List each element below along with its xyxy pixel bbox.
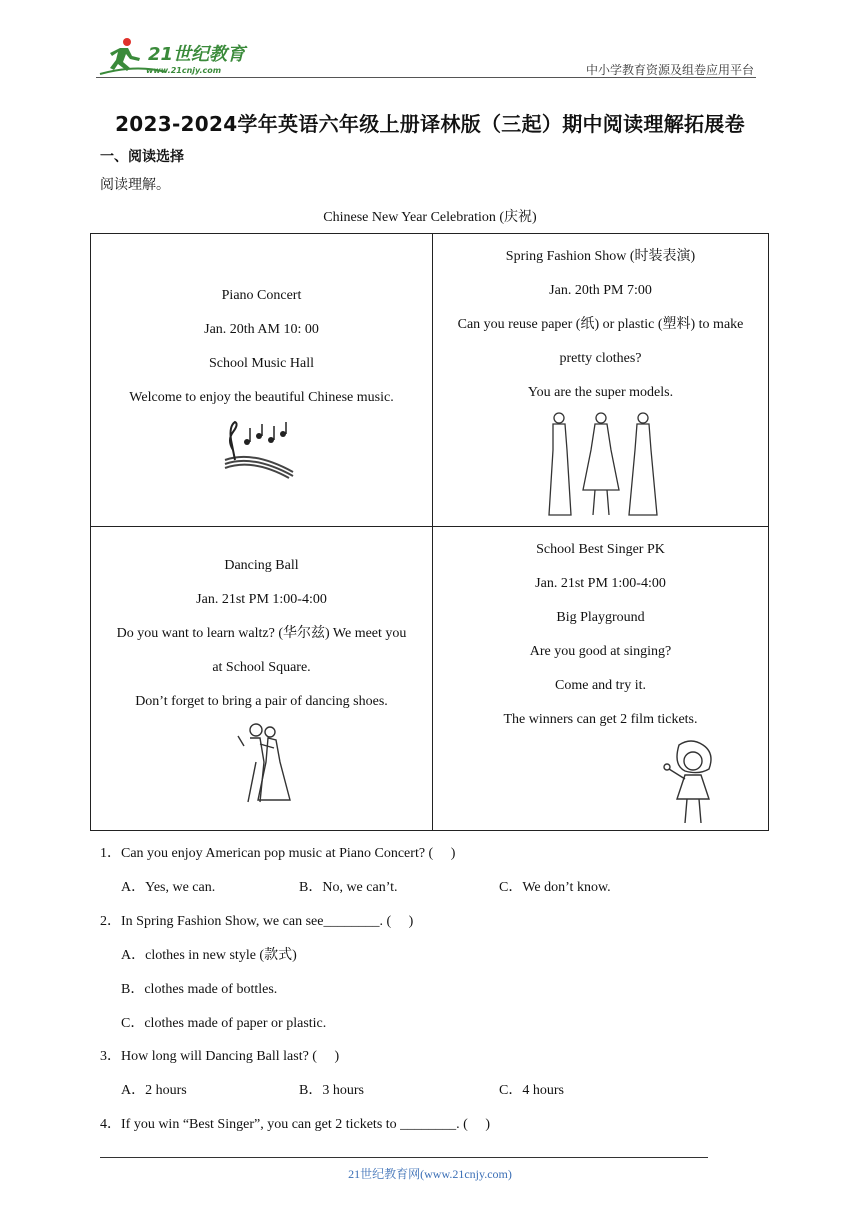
cell-line: Jan. 20th PM 7:00 <box>549 283 652 298</box>
event-cell-dancing-ball <box>91 527 433 830</box>
cell-line: Spring Fashion Show (时装表演) <box>505 249 696 264</box>
instruction-text: 阅读理解。 <box>100 177 170 193</box>
cell-line: Big Playground <box>556 610 645 625</box>
question-2-option-c[interactable]: C．clothes made of paper or plastic. <box>121 1016 327 1031</box>
cell-line: Are you good at singing? <box>529 644 672 659</box>
cell-line: Can you reuse paper (纸) or plastic (塑料) to make <box>457 317 744 332</box>
cell-line: Jan. 21st PM 1:00-4:00 <box>535 576 666 591</box>
section-heading: 一、阅读选择 <box>100 149 184 165</box>
cell-line: You are the super models. <box>527 385 674 400</box>
question-2: 2．In Spring Fashion Show, we can see________. ( ) <box>100 914 414 929</box>
table-title: Chinese New Year Celebration (庆祝) <box>323 210 537 225</box>
logo-url: www.21cnjy.com <box>146 66 222 75</box>
header-platform-text: 中小学教育资源及组卷应用平台 <box>585 63 754 77</box>
cell-line: Jan. 20th AM 10: 00 <box>204 322 319 337</box>
event-table <box>90 233 769 831</box>
question-3-option-c[interactable]: C．4 hours <box>499 1083 564 1098</box>
cell-line: pretty clothes? <box>559 351 642 366</box>
footer-divider <box>100 1157 708 1158</box>
cell-line: School Best Singer PK <box>536 542 665 557</box>
question-2-option-b[interactable]: B．clothes made of bottles. <box>121 982 278 997</box>
singer-icon <box>659 739 723 827</box>
question-2-option-a[interactable]: A．clothes in new style (款式) <box>121 948 297 963</box>
footer-text[interactable]: 21世纪教育网(www.21cnjy.com) <box>348 1167 512 1181</box>
music-notes-icon <box>223 420 295 480</box>
cell-line: Don’t forget to bring a pair of dancing shoes. <box>135 694 388 709</box>
question-3-option-b[interactable]: B．3 hours <box>299 1083 364 1098</box>
cell-line: Jan. 21st PM 1:00-4:00 <box>196 592 327 607</box>
logo-icon <box>96 34 266 78</box>
question-1-option-b[interactable]: B．No, we can’t. <box>299 880 398 895</box>
question-1-option-a[interactable]: A．Yes, we can. <box>121 880 216 895</box>
question-1-option-c[interactable]: C．We don’t know. <box>499 880 611 895</box>
cell-line: School Music Hall <box>209 356 314 371</box>
event-cell-fashion-show <box>433 234 768 527</box>
cell-line: Piano Concert <box>221 288 302 303</box>
event-cell-best-singer <box>433 527 768 830</box>
logo-text: 21世纪教育 <box>148 44 246 65</box>
page-title: 2023-2024学年英语六年级上册译林版（三起）期中阅读理解拓展卷 <box>115 112 745 136</box>
header-divider <box>96 77 756 78</box>
models-icon <box>539 410 669 520</box>
cell-line: at School Square. <box>212 660 311 675</box>
page-header <box>96 34 756 78</box>
question-1: 1．Can you enjoy American pop music at Piano Concert? ( ) <box>100 846 456 861</box>
cell-line: Do you want to learn waltz? (华尔兹) We meet you <box>116 626 407 641</box>
question-3-option-a[interactable]: A．2 hours <box>121 1083 187 1098</box>
cell-line: Dancing Ball <box>224 558 299 573</box>
question-3: 3．How long will Dancing Ball last? ( ) <box>100 1049 340 1064</box>
cell-line: Welcome to enjoy the beautiful Chinese music. <box>129 390 394 405</box>
question-4: 4．If you win “Best Singer”, you can get 2 tickets to ________. ( ) <box>100 1117 490 1132</box>
cell-line: The winners can get 2 film tickets. <box>503 712 698 727</box>
dancers-icon <box>234 722 294 806</box>
cell-line: Come and try it. <box>555 678 646 693</box>
event-cell-piano-concert <box>91 234 433 527</box>
